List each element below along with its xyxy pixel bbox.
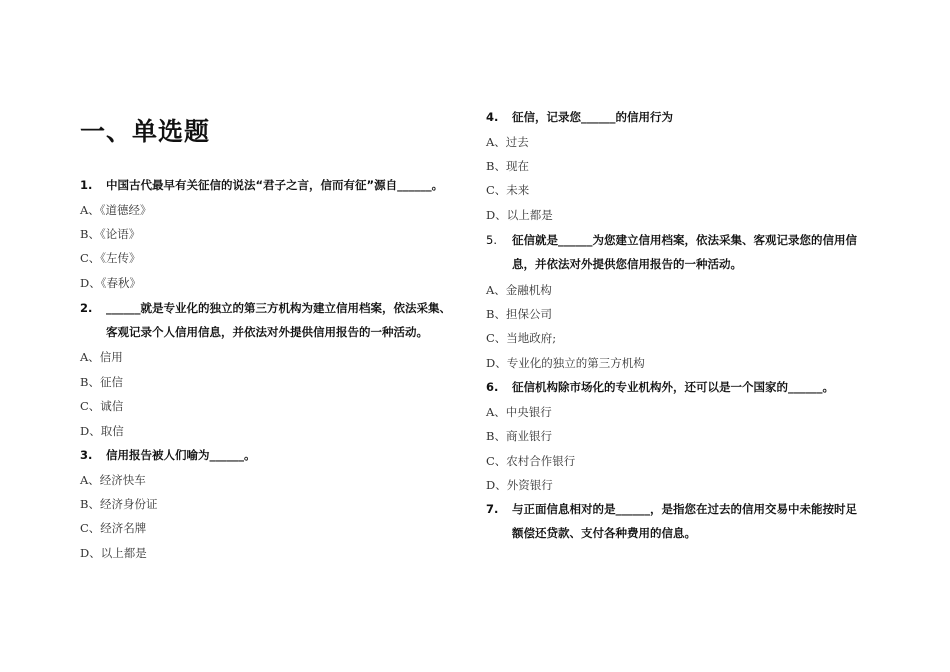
option-4a[interactable]: A、过去 [486, 135, 529, 149]
option-3a[interactable]: A、经济快车 [80, 473, 146, 487]
option-5a[interactable]: A、金融机构 [486, 283, 552, 297]
question-number: 6. [486, 380, 499, 394]
option-1b[interactable]: B、《论语》 [80, 227, 141, 241]
option-4d[interactable]: D、以上都是 [486, 208, 553, 222]
question-text: 与正面信息相对的是______，是指您在过去的信用交易中未能按时足 [512, 502, 857, 516]
option-6b[interactable]: B、商业银行 [486, 429, 552, 443]
question-text: ______就是专业化的独立的第三方机构为建立信用档案，依法采集、 [106, 301, 451, 315]
question-2 [80, 296, 470, 344]
question-number: 5. [486, 233, 497, 247]
question-text-continued: 客观记录个人信用信息，并依法对外提供信用报告的一种活动。 [106, 325, 428, 339]
question-text: 信用报告被人们喻为______。 [106, 448, 256, 462]
option-3c[interactable]: C、经济名牌 [80, 521, 147, 535]
option-6d[interactable]: D、外资银行 [486, 478, 553, 492]
option-2b[interactable]: B、征信 [80, 375, 123, 389]
option-1c[interactable]: C、《左传》 [80, 251, 141, 265]
option-2c[interactable]: C、诚信 [80, 399, 124, 413]
question-text: 征信就是______为您建立信用档案，依法采集、客观记录您的信用信 [512, 233, 857, 247]
section-title: 一、单选题 [80, 117, 211, 146]
option-6c[interactable]: C、农村合作银行 [486, 454, 576, 468]
option-4c[interactable]: C、未来 [486, 183, 530, 197]
question-number: 4. [486, 110, 499, 124]
option-5b[interactable]: B、担保公司 [486, 307, 552, 321]
option-1d[interactable]: D、《春秋》 [80, 276, 141, 290]
option-2d[interactable]: D、取信 [80, 424, 124, 438]
option-3b[interactable]: B、经济身份证 [80, 497, 158, 511]
question-4 [486, 105, 886, 129]
question-text-continued: 额偿还贷款、支付各种费用的信息。 [512, 526, 696, 540]
question-7 [486, 497, 886, 545]
question-text: 中国古代最早有关征信的说法“君子之言，信而有征”源自______。 [106, 178, 444, 192]
question-text: 征信机构除市场化的专业机构外，还可以是一个国家的______。 [512, 380, 834, 394]
option-3d[interactable]: D、以上都是 [80, 546, 147, 560]
question-6 [486, 375, 886, 399]
option-5c[interactable]: C、当地政府; [486, 331, 557, 345]
option-2a[interactable]: A、信用 [80, 350, 123, 364]
question-1 [80, 173, 470, 197]
option-5d[interactable]: D、专业化的独立的第三方机构 [486, 356, 645, 370]
option-4b[interactable]: B、现在 [486, 159, 529, 173]
option-1a[interactable]: A、《道德经》 [80, 203, 152, 217]
question-text: 征信，记录您______的信用行为 [512, 110, 673, 124]
question-3 [80, 443, 470, 467]
question-text-continued: 息，并依法对外提供您信用报告的一种活动。 [512, 257, 742, 271]
option-6a[interactable]: A、中央银行 [486, 405, 552, 419]
question-number: 3. [80, 448, 93, 462]
question-number: 2. [80, 301, 93, 315]
question-number: 1. [80, 178, 93, 192]
question-number: 7. [486, 502, 499, 516]
question-5 [486, 228, 886, 276]
